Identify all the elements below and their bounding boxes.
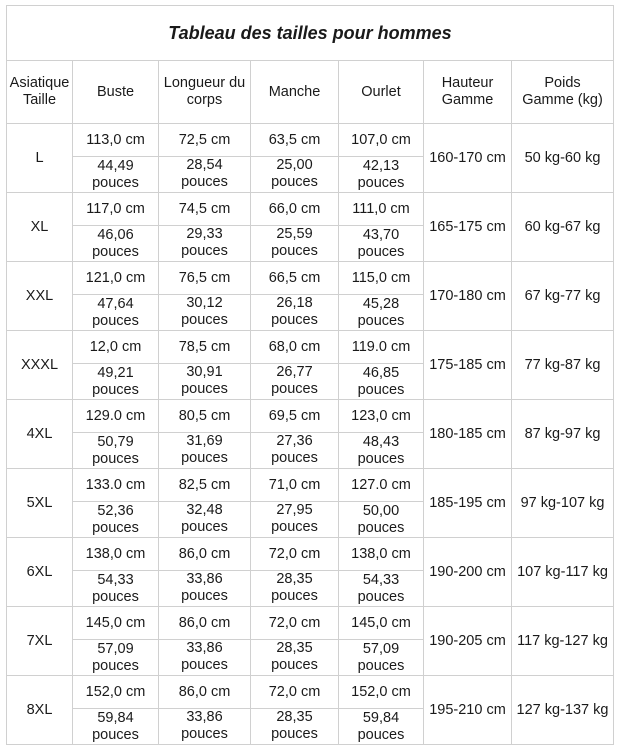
height-range-cell: 170-180 cm xyxy=(424,262,512,331)
size-cell: 7XL xyxy=(7,607,73,676)
size-cell: 8XL xyxy=(7,676,73,745)
length-cm-cell: 86,0 cm xyxy=(159,607,251,640)
table-row xyxy=(7,538,614,571)
header-weight-range: Poids Gamme (kg) xyxy=(512,61,614,124)
sleeve-cm-cell: 72,0 cm xyxy=(251,607,339,640)
length-cm-cell: 82,5 cm xyxy=(159,469,251,502)
hem-cm-cell: 127.0 cm xyxy=(339,469,424,502)
weight-range-cell: 60 kg-67 kg xyxy=(512,193,614,262)
sleeve-inch-cell: 26,77 pouces xyxy=(251,364,339,400)
height-range-cell: 160-170 cm xyxy=(424,124,512,193)
bust-inch-cell: 44,49 pouces xyxy=(73,157,159,193)
length-cm-cell: 72,5 cm xyxy=(159,124,251,157)
header-hem: Ourlet xyxy=(339,61,424,124)
sleeve-cm-cell: 69,5 cm xyxy=(251,400,339,433)
header-row xyxy=(7,61,614,124)
height-range-cell: 165-175 cm xyxy=(424,193,512,262)
length-inch-cell: 32,48 pouces xyxy=(159,502,251,538)
size-cell: 4XL xyxy=(7,400,73,469)
hem-cm-cell: 123,0 cm xyxy=(339,400,424,433)
bust-inch-cell: 47,64 pouces xyxy=(73,295,159,331)
bust-inch-cell: 52,36 pouces xyxy=(73,502,159,538)
sleeve-inch-cell: 25,59 pouces xyxy=(251,226,339,262)
weight-range-cell: 77 kg-87 kg xyxy=(512,331,614,400)
size-cell: XL xyxy=(7,193,73,262)
table-row xyxy=(7,262,614,295)
hem-inch-cell: 48,43 pouces xyxy=(339,433,424,469)
sleeve-cm-cell: 63,5 cm xyxy=(251,124,339,157)
hem-cm-cell: 138,0 cm xyxy=(339,538,424,571)
bust-cm-cell: 133.0 cm xyxy=(73,469,159,502)
bust-cm-cell: 152,0 cm xyxy=(73,676,159,709)
weight-range-cell: 87 kg-97 kg xyxy=(512,400,614,469)
hem-inch-cell: 46,85 pouces xyxy=(339,364,424,400)
sleeve-inch-cell: 25,00 pouces xyxy=(251,157,339,193)
sleeve-cm-cell: 72,0 cm xyxy=(251,538,339,571)
hem-cm-cell: 107,0 cm xyxy=(339,124,424,157)
sleeve-cm-cell: 72,0 cm xyxy=(251,676,339,709)
height-range-cell: 185-195 cm xyxy=(424,469,512,538)
weight-range-cell: 117 kg-127 kg xyxy=(512,607,614,676)
weight-range-cell: 97 kg-107 kg xyxy=(512,469,614,538)
hem-inch-cell: 50,00 pouces xyxy=(339,502,424,538)
sleeve-cm-cell: 66,5 cm xyxy=(251,262,339,295)
table-title: Tableau des tailles pour hommes xyxy=(7,6,614,61)
hem-inch-cell: 45,28 pouces xyxy=(339,295,424,331)
length-cm-cell: 86,0 cm xyxy=(159,538,251,571)
table-body xyxy=(7,6,614,745)
bust-inch-cell: 46,06 pouces xyxy=(73,226,159,262)
size-cell: 6XL xyxy=(7,538,73,607)
bust-inch-cell: 57,09 pouces xyxy=(73,640,159,676)
height-range-cell: 180-185 cm xyxy=(424,400,512,469)
header-sleeve: Manche xyxy=(251,61,339,124)
hem-inch-cell: 54,33 pouces xyxy=(339,571,424,607)
bust-inch-cell: 59,84 pouces xyxy=(73,709,159,745)
length-cm-cell: 80,5 cm xyxy=(159,400,251,433)
height-range-cell: 195-210 cm xyxy=(424,676,512,745)
hem-inch-cell: 59,84 pouces xyxy=(339,709,424,745)
sleeve-cm-cell: 71,0 cm xyxy=(251,469,339,502)
bust-cm-cell: 145,0 cm xyxy=(73,607,159,640)
length-cm-cell: 76,5 cm xyxy=(159,262,251,295)
length-inch-cell: 30,91 pouces xyxy=(159,364,251,400)
bust-cm-cell: 113,0 cm xyxy=(73,124,159,157)
hem-cm-cell: 119.0 cm xyxy=(339,331,424,364)
length-cm-cell: 74,5 cm xyxy=(159,193,251,226)
length-cm-cell: 86,0 cm xyxy=(159,676,251,709)
header-body-length: Longueur du corps xyxy=(159,61,251,124)
height-range-cell: 190-205 cm xyxy=(424,607,512,676)
header-size: Asiatique Taille xyxy=(7,61,73,124)
table-row xyxy=(7,607,614,640)
sleeve-inch-cell: 27,95 pouces xyxy=(251,502,339,538)
length-inch-cell: 33,86 pouces xyxy=(159,640,251,676)
bust-cm-cell: 117,0 cm xyxy=(73,193,159,226)
bust-inch-cell: 49,21 pouces xyxy=(73,364,159,400)
hem-cm-cell: 111,0 cm xyxy=(339,193,424,226)
weight-range-cell: 127 kg-137 kg xyxy=(512,676,614,745)
table-row xyxy=(7,193,614,226)
bust-inch-cell: 50,79 pouces xyxy=(73,433,159,469)
length-inch-cell: 33,86 pouces xyxy=(159,709,251,745)
sleeve-cm-cell: 66,0 cm xyxy=(251,193,339,226)
weight-range-cell: 50 kg-60 kg xyxy=(512,124,614,193)
hem-inch-cell: 43,70 pouces xyxy=(339,226,424,262)
hem-inch-cell: 42,13 pouces xyxy=(339,157,424,193)
bust-cm-cell: 138,0 cm xyxy=(73,538,159,571)
size-cell: 5XL xyxy=(7,469,73,538)
table-row xyxy=(7,676,614,709)
hem-cm-cell: 152,0 cm xyxy=(339,676,424,709)
length-inch-cell: 28,54 pouces xyxy=(159,157,251,193)
sleeve-inch-cell: 28,35 pouces xyxy=(251,640,339,676)
sleeve-inch-cell: 28,35 pouces xyxy=(251,571,339,607)
bust-cm-cell: 12,0 cm xyxy=(73,331,159,364)
table-row xyxy=(7,469,614,502)
header-height-range: Hauteur Gamme xyxy=(424,61,512,124)
sleeve-inch-cell: 28,35 pouces xyxy=(251,709,339,745)
bust-cm-cell: 129.0 cm xyxy=(73,400,159,433)
height-range-cell: 190-200 cm xyxy=(424,538,512,607)
length-inch-cell: 33,86 pouces xyxy=(159,571,251,607)
size-cell: L xyxy=(7,124,73,193)
hem-cm-cell: 115,0 cm xyxy=(339,262,424,295)
table-row xyxy=(7,331,614,364)
table-row xyxy=(7,400,614,433)
size-cell: XXXL xyxy=(7,331,73,400)
size-cell: XXL xyxy=(7,262,73,331)
length-inch-cell: 31,69 pouces xyxy=(159,433,251,469)
bust-inch-cell: 54,33 pouces xyxy=(73,571,159,607)
weight-range-cell: 107 kg-117 kg xyxy=(512,538,614,607)
sleeve-cm-cell: 68,0 cm xyxy=(251,331,339,364)
bust-cm-cell: 121,0 cm xyxy=(73,262,159,295)
weight-range-cell: 67 kg-77 kg xyxy=(512,262,614,331)
height-range-cell: 175-185 cm xyxy=(424,331,512,400)
length-inch-cell: 29,33 pouces xyxy=(159,226,251,262)
table-row xyxy=(7,124,614,157)
size-table xyxy=(6,5,614,745)
length-cm-cell: 78,5 cm xyxy=(159,331,251,364)
sleeve-inch-cell: 26,18 pouces xyxy=(251,295,339,331)
length-inch-cell: 30,12 pouces xyxy=(159,295,251,331)
title-row xyxy=(7,6,614,61)
sleeve-inch-cell: 27,36 pouces xyxy=(251,433,339,469)
header-bust: Buste xyxy=(73,61,159,124)
hem-cm-cell: 145,0 cm xyxy=(339,607,424,640)
hem-inch-cell: 57,09 pouces xyxy=(339,640,424,676)
